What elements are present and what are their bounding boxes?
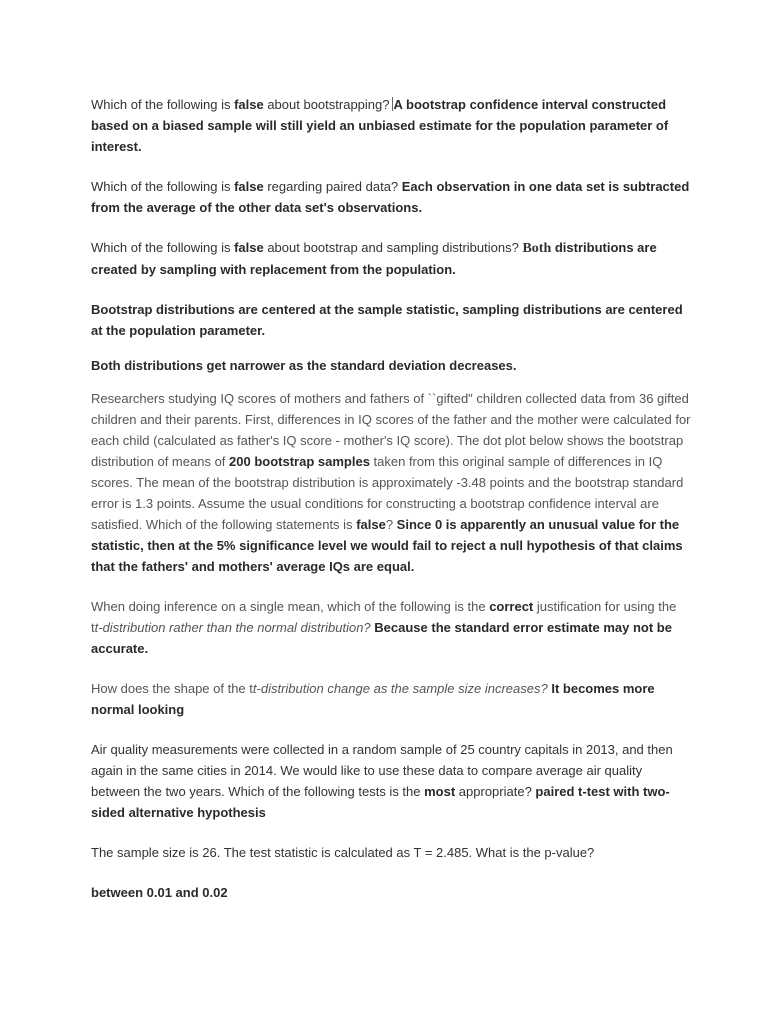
question-iq-scores <box>91 388 691 577</box>
answer-text: between 0.01 and 0.02 <box>91 885 228 900</box>
emphasis-false: false <box>234 97 264 112</box>
question-text: ? <box>385 517 397 532</box>
answer-text: Both distributions get narrower as the standard deviation decreases. <box>91 358 517 373</box>
answer-text-serif: Both <box>522 241 552 256</box>
emphasis-correct: correct <box>489 599 534 614</box>
question-text: about bootstrap and sampling distributions? <box>263 240 523 255</box>
question-text: about bootstrapping? <box>263 97 390 112</box>
question-air-quality <box>91 739 691 823</box>
question-text: How does the shape of the <box>91 681 250 696</box>
question-text: appropriate? <box>455 784 536 799</box>
question-bootstrap-sampling <box>91 237 691 280</box>
document-body <box>91 94 691 903</box>
answer-text: Bootstrap distributions are centered at the sample statistic, sampling distributions are centered at the population parameter. <box>91 302 683 338</box>
question-text: Which of the following is <box>91 179 235 194</box>
question-text: justification for using the <box>533 599 677 614</box>
question-t-distribution-shape <box>91 678 691 720</box>
question-text: Air quality measurements were collected in a random sample of 25 country capitals in 2013, and then again in the same cities in 2014. We would like to use these data to compare average air quality between the two years. Which of the following tests is the <box>91 742 673 799</box>
question-p-value <box>91 842 691 863</box>
question-text: The sample size is 26. The test statistic is calculated as T = 2.485. What is the p-value? <box>91 845 595 860</box>
emphasis-false: false <box>234 179 264 194</box>
question-paired-data <box>91 176 691 218</box>
answer-text: distributions are created by sampling with replacement from the population. <box>91 240 657 277</box>
emphasis-false: false <box>356 517 386 532</box>
question-t-distribution-justification <box>91 596 691 659</box>
emphasis-samples: 200 bootstrap samples <box>229 454 370 469</box>
t-symbol: t <box>91 620 95 635</box>
question-bootstrapping <box>91 94 691 157</box>
t-suffix: t-distribution change as the sample size increases? <box>252 681 552 696</box>
answer-p-value <box>91 882 691 903</box>
question-text: Which of the following is <box>91 97 235 112</box>
answer-text: It becomes more normal looking <box>91 681 655 717</box>
answer-text: Each observation in one data set is subtracted from the average of the other data set's observations. <box>91 179 690 215</box>
question-text: When doing inference on a single mean, which of the following is the <box>91 599 490 614</box>
answer-option-narrower <box>91 355 691 376</box>
question-text: regarding paired data? <box>263 179 402 194</box>
answer-text: paired t-test with two-sided alternative hypothesis <box>91 784 670 820</box>
question-text: taken from this original sample of differences in IQ scores. The mean of the bootstrap distribution is approximately -3.48 points and the bootstrap standard error is 1.3 points. Assume the usual conditions for constructing a bootstrap confidence interval are satisfied. Which of the following statements is <box>91 454 684 532</box>
answer-text: A bootstrap confidence interval constructed based on a biased sample will still yield an unbiased estimate for the population parameter of interest. <box>91 97 669 154</box>
t-suffix: t-distribution rather than the normal distribution? <box>94 620 375 635</box>
answer-text: Because the standard error estimate may not be accurate. <box>91 620 672 656</box>
t-symbol: t <box>249 681 253 696</box>
answer-option-centered <box>91 299 691 341</box>
emphasis-false: false <box>234 240 264 255</box>
question-text: Which of the following is <box>91 240 235 255</box>
answer-text: Since 0 is apparently an unusual value for the statistic, then at the 5% significance level we would fail to reject a null hypothesis of that claims that the fathers' and mothers' average IQs are equal. <box>91 517 683 574</box>
question-text: Researchers studying IQ scores of mothers and fathers of ``gifted" children collected data from 36 gifted children and their parents. First, differences in IQ scores of the father and the mother were calculated for each child (calculated as father's IQ score - mother's IQ score). The dot plot below shows the bootstrap distribution of means of <box>91 391 691 469</box>
emphasis-most: most <box>424 784 456 799</box>
text-cursor <box>392 97 393 111</box>
